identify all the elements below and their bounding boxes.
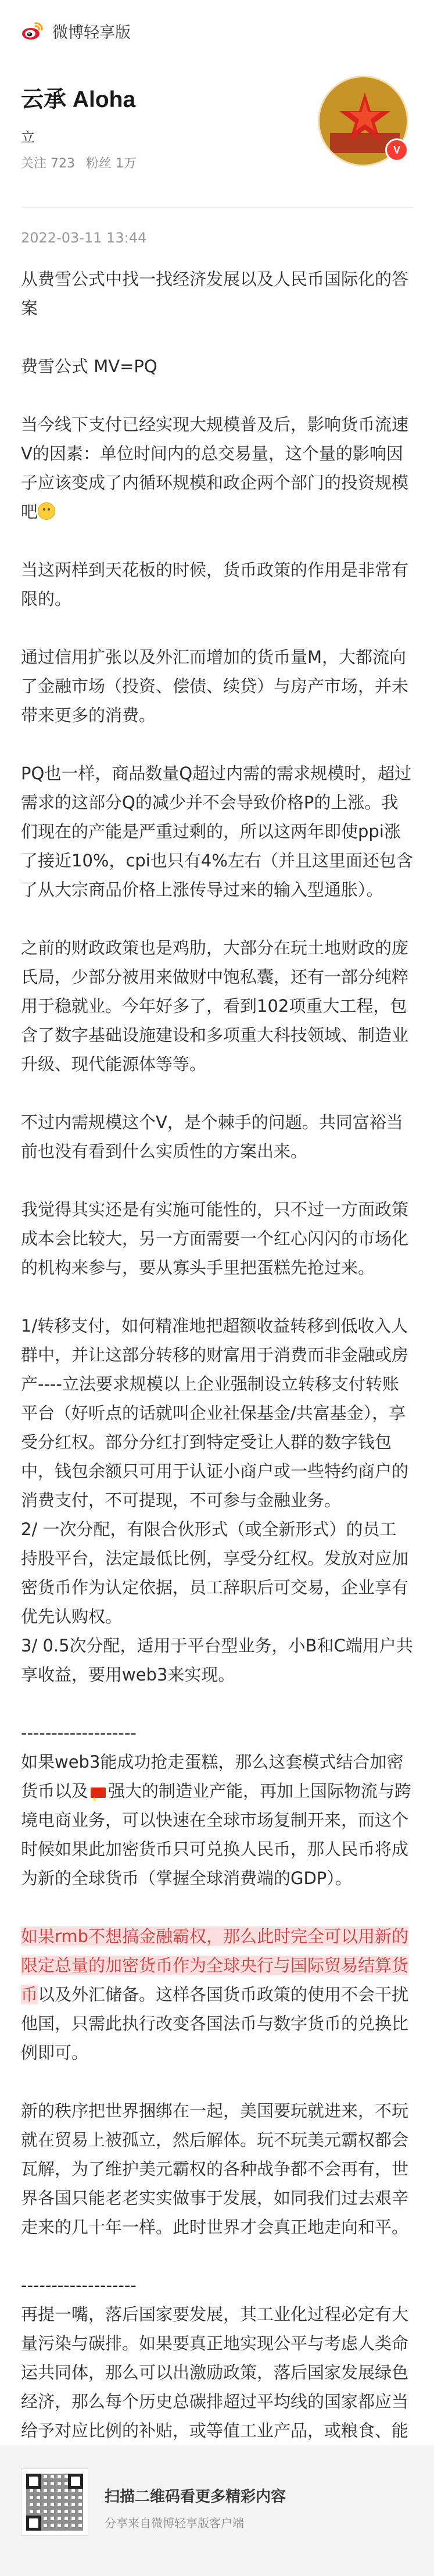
paragraph-1: 费雪公式 MV=PQ [21, 356, 157, 376]
paragraph-2-text: 当今线下支付已经实现大规模普及后，影响货币流速V的因素：单位时间内的总交易量，这个量的影响因子应该变成了内循环规模和政企两个部门的投资规模吧 [21, 415, 409, 522]
china-flag-icon [91, 1787, 106, 1798]
avatar[interactable] [318, 76, 408, 166]
qr-code-icon[interactable] [21, 2468, 88, 2536]
paragraph-8: 我觉得其实还是有实施可能性的，只不过一方面政策成本会比较大，另一方面需要一个红心闪闪的市场化的机构来参与，要从寡头手里把蛋糕先抢过来。 [21, 1200, 409, 1278]
qr-corner [26, 2474, 41, 2489]
user-description: 立 [21, 129, 35, 145]
paragraph-4: 通过信用扩张以及外汇而增加的货币量M，大都流向了金融市场（投资、偿债、续贷）与房产市场，并未带来更多的消费。 [21, 647, 409, 725]
paragraph-2 [21, 410, 413, 526]
thinking-emoji-icon [38, 502, 55, 520]
share-footer [0, 2445, 434, 2576]
user-name[interactable]: 云承 Aloha [21, 87, 136, 112]
paragraph-10-end: 强大的制造业产能，再加上国际物流与跨境电商业务，可以快速在全球市场复制开来，而这个时候如果此加密货币只可兑换人民币，那人民币将成为新的全球货币（掌握全球消费端的GDP）。 [21, 1781, 412, 1888]
paragraph-11 [21, 1922, 413, 2067]
highlighted-text: 如果rmb不想搞金融霸权，那么此时完全可以用新的限定总量的加密货币作为全球央行与国际贸易结算货币 [21, 1926, 409, 2004]
verified-badge-icon: V [385, 138, 408, 162]
footer-title: 扫描二维码看更多精彩内容 [105, 2488, 286, 2505]
paragraph-7: 不过内需规模这个V，是个棘手的问题。共同富裕当前也没有看到什么实质性的方案出来。 [21, 1112, 403, 1161]
post-date: 2022-03-11 13:44 [21, 230, 147, 246]
post-content [0, 208, 434, 2474]
top-bar [0, 0, 434, 62]
profile-header [0, 62, 434, 207]
paragraph-13: 再提一嘴，落后国家要发展，其工业化过程必定有大量污染与碳排。如果要真正地实现公平与考虑人类命运共同体，那么可以出激励政策，落后国家发展绿色经济，那么每个历史总碳排超过平均线的国家都应当给予对应比例的补贴，或等值工业产品，或粮食、能 [21, 2304, 409, 2441]
paragraph-3: 当这两样到天花板的时候，货币政策的作用是非常有限的。 [21, 560, 409, 609]
post-title: 从费雪公式中找一找经济发展以及人民币国际化的答案 [21, 269, 409, 318]
separator-line: ------------------- [21, 1723, 137, 1743]
following-count[interactable]: 关注 723 [21, 156, 75, 171]
paragraph-6: 之前的财政政策也是鸡肋，大部分在玩土地财政的庞氏局，少部分被用来做财中饱私囊，还有一部分纯粹用于稳就业。今年好多了，看到102项重大工程，包含了数字基础设施建设和多项重大科技领域、制造业升级、现代能源体等等。 [21, 938, 409, 1074]
user-stats [21, 154, 144, 172]
weibo-logo-icon [21, 19, 44, 42]
footer-subtitle: 分享来自微博轻享版客户端 [105, 2516, 244, 2530]
paragraph-9: 1/转移支付，如何精准地把超额收益转移到低收入人群中，并让这部分转移的财富用于消费而非金融或房产----立法要求规模以上企业强制设立转移支付转账平台（好听点的话就叫企业社保基金/共富基金），享受分红权。部分分红打到特定受让人群的数字钱包中，钱包余额只可用于认证小商户或一些特约商户的消费支付，不可提现，不可参与金融业务。 2/ 一次分配，有限合伙形式（或全新形式）的员工持股平台，法定最低比例，享受分红权。发放对应加密货币作为认定依据，员工辞职后可交易，企业享有优先认购权。 3/ 0.5次分配，适用于平台型业务，小B和C端用户共享收益，要用web3来实现。 [21, 1316, 413, 1685]
qr-corner [68, 2474, 83, 2489]
qr-corner [26, 2516, 41, 2531]
app-name: 微博轻享版 [52, 23, 131, 41]
paragraph-12: 新的秩序把世界捆绑在一起，美国要玩就进来，不玩就在贸易上被孤立，然后解体。玩不玩美元霸权都会瓦解，为了维护美元霸权的各种战争都不会再有，世界各国只能老老实实做事于发展，如同我们过去艰辛走来的几十年一样。此时世界才会真正地走向和平。 [21, 2101, 409, 2237]
separator-line-2: ------------------- [21, 2275, 137, 2295]
paragraph-11-rest: 以及外汇储备。这样各国货币政策的使用不会干扰他国，只需此执行改变各国法币与数字货币的兑换比例即可。 [21, 1985, 409, 2063]
paragraph-5: PQ也一样，商品数量Q超过内需的需求规模时，超过需求的这部分Q的减少并不会导致价格P的上涨。我们现在的产能是严重过剩的，所以这两年即使ppi涨了接近10%，cpi也只有4%左右（并且这里面还包含了从大宗商品价格上涨传导过来的输入型通胀）。 [21, 763, 413, 900]
paragraph-10 [21, 1747, 413, 1893]
paragraph-10-start: 如果web3能成功抢走蛋糕，那么这套模式结合加密货币以及 [21, 1752, 404, 1801]
followers-count[interactable]: 粉丝 1万 [86, 156, 137, 171]
